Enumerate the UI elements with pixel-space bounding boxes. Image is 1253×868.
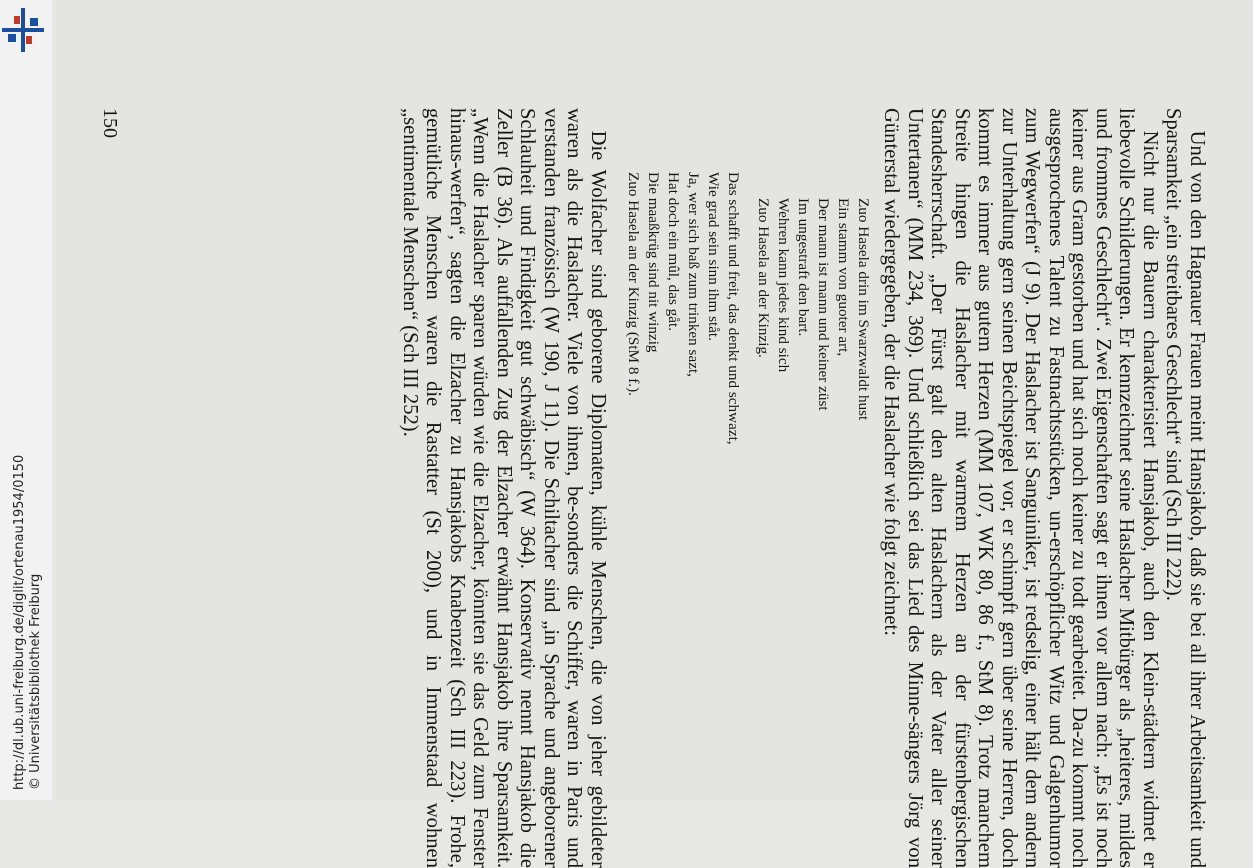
poem-line: Wie grad sein sinn ihm ståt.	[705, 172, 722, 341]
poem-line: Der mann ist mann und keiner züst	[815, 198, 832, 411]
source-url[interactable]: http://dl.ub.uni-freiburg.de/diglit/ortenau1954/0150	[12, 454, 27, 790]
viewer-sidebar	[0, 0, 52, 800]
poem-line: Wehren kann jedes kind sich	[775, 198, 792, 373]
poem-line: Im ungestraft den bart.	[795, 198, 812, 337]
university-library-logo-icon	[2, 8, 44, 52]
poem-stanza-1	[753, 108, 873, 868]
poem-line: Das schafft und freit, das denkt und schwazt,	[725, 172, 742, 445]
poem-line: Ja, wer sich baß zum trinken sazt,	[685, 172, 702, 377]
poem-line: Ein stamm von guoter art,	[835, 198, 852, 357]
poem-line: Hat doch ein mûl, das gåt.	[665, 172, 682, 332]
body-text-before-poem	[879, 108, 1208, 868]
paragraph: Und von den Hagnauer Frauen meint Hansjakob, daß sie bei all ihrer Arbeitsamkeit und Sparsamkeit „ein streitbares Geschlecht“ sind (Sch III 222).	[1162, 108, 1208, 868]
body-text-after-poem	[398, 108, 610, 868]
poem-line: Die maaßkrüg sind nit winzig	[645, 172, 662, 353]
page-content	[98, 108, 1208, 868]
paragraph: Die Wolfacher sind geborene Diplomaten, kühle Menschen, die von jeher gebildeter waren als die Haslacher. Viele von ihnen, be-sonders die Schiffer, waren in Paris und verstanden französisch (W 190, J 11). Die Schiltacher sind „in Sprache und angeborener Schlauheit und Findigkeit gut schwäbisch“ (W 364). Konservativ nennt Hansjakob die Zeller (B 36). Als auffallenden Zug der Elzacher erwähnt Hansjakob ihre Sparsamkeit. „Wenn die Haslacher sparen würden wie die Elzacher, könnten sie das Geld zum Fenster hinaus-werfen“, sagten die Elzacher zu Hansjakobs Knabenzeit (Sch III 223). Frohe, gemütliche Menschen waren die Rastatter (St 200), und in Immenstaad wohnen „sentimentale Menschen“ (Sch III 252).	[399, 108, 609, 868]
poem-line: Zuo Hasela drin im Swarzwaldt hust	[855, 198, 872, 421]
copyright-notice: © Universitätsbibliothek Freiburg	[28, 573, 43, 790]
page-number: 150	[99, 108, 122, 138]
paragraph: Nicht nur die Bauern charakterisiert Hansjakob, auch den Klein-städtern widmet er liebevolle Schilderungen. Er kennzeichnet seine Haslacher Mitbürger als „heiteres, mildes und frommes Geschlecht“. Zwei Eigenschaften sagt er ihnen vor allem nach: „Es ist noch keiner aus Gram gestorben und hat sich noch keiner zu todt gearbeitet. Da-zu kommt noch ausgesprochenes Talent zu Fastnachtsstücken, un-erschöpflicher Witz und Galgenhumor zum Wegwerfen“ (J 9). Der Haslacher ist Sanguiniker, ist redselig, einer hält dem andern zur Unterhaltung gern seinen Beichtspiegel vor, er schimpft gern über seine Herren, doch kommt es immer aus gutem Herzen (MM 107, WK 80, 86 f., StM 8). Trotz manchem Streite hingen die Haslacher mit warmem Herzen an der fürstenbergischen Standesherrschaft. „Der Fürst galt den alten Haslachern als der Vater aller seiner Untertanen“ (MM 234, 369). Und schließlich sei das Lied des Minne-sängers Jörg von Günterstal wiedergegeben, der die Haslacher wie folgt zeichnet:	[880, 108, 1161, 868]
poem-line: Zuo Hasela an der Kinzig.	[755, 198, 772, 358]
poem-line: Zuo Hasela an der Kinzig (StM 8 f.).	[625, 172, 642, 396]
poem-stanza-2	[623, 108, 743, 868]
poem-block	[623, 108, 873, 868]
scanned-page	[56, 0, 1253, 868]
